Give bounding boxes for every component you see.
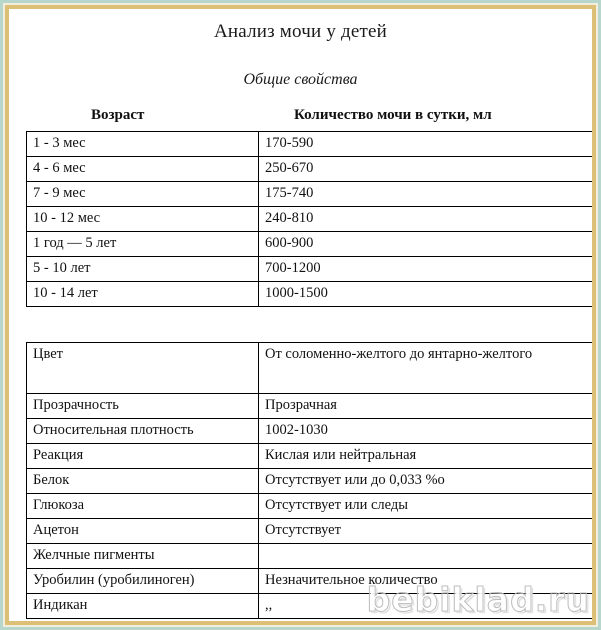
cell-property: Относительная плотность bbox=[27, 419, 259, 444]
cell-property: Ацетон bbox=[27, 519, 259, 544]
cell-value: От соломенно-желтого до янтарно-желтого bbox=[259, 343, 593, 394]
column-header-age: Возраст bbox=[91, 107, 145, 123]
volumes-table-body bbox=[27, 132, 593, 307]
table-row bbox=[27, 282, 593, 307]
volumes-table-column-headers bbox=[16, 107, 591, 129]
cell-volume: 240-810 bbox=[259, 207, 593, 232]
cell-age: 10 - 12 мес bbox=[27, 207, 259, 232]
cell-volume: 250-670 bbox=[259, 157, 593, 182]
cell-property: Глюкоза bbox=[27, 494, 259, 519]
table-row bbox=[27, 257, 593, 282]
cell-property: Желчные пигменты bbox=[27, 544, 259, 569]
table-row bbox=[27, 157, 593, 182]
table-row bbox=[27, 394, 593, 419]
properties-table-body bbox=[27, 343, 593, 619]
table-row bbox=[27, 232, 593, 257]
cell-property: Индикан bbox=[27, 594, 259, 619]
cell-property: Цвет bbox=[27, 343, 259, 394]
urine-general-properties-table bbox=[26, 342, 592, 619]
table-row bbox=[27, 544, 593, 569]
cell-volume: 175-740 bbox=[259, 182, 593, 207]
cell-age: 4 - 6 мес bbox=[27, 157, 259, 182]
cell-age: 7 - 9 мес bbox=[27, 182, 259, 207]
section-subtitle: Общие свойства bbox=[243, 71, 358, 88]
cell-age: 1 год — 5 лет bbox=[27, 232, 259, 257]
cell-value: 1002-1030 bbox=[259, 419, 593, 444]
table-row bbox=[27, 444, 593, 469]
table-row bbox=[27, 494, 593, 519]
cell-value: Кислая или нейтральная bbox=[259, 444, 593, 469]
cell-age: 5 - 10 лет bbox=[27, 257, 259, 282]
cell-value: Прозрачная bbox=[259, 394, 593, 419]
cell-value bbox=[259, 544, 593, 569]
cell-volume: 170-590 bbox=[259, 132, 593, 157]
decorative-frame-gold bbox=[5, 5, 596, 625]
table-row bbox=[27, 569, 593, 594]
cell-age: 1 - 3 мес bbox=[27, 132, 259, 157]
cell-value: Отсутствует или следы bbox=[259, 494, 593, 519]
cell-volume: 700-1200 bbox=[259, 257, 593, 282]
cell-property: Прозрачность bbox=[27, 394, 259, 419]
column-header-volume: Количество мочи в сутки, мл bbox=[294, 107, 492, 123]
cell-value: Отсутствует bbox=[259, 519, 593, 544]
table-row bbox=[27, 132, 593, 157]
document-page bbox=[9, 9, 592, 621]
decorative-frame-cream bbox=[3, 3, 598, 627]
cell-value: ,, bbox=[259, 594, 593, 619]
cell-property: Уробилин (уробилиноген) bbox=[27, 569, 259, 594]
table-row bbox=[27, 594, 593, 619]
cell-volume: 600-900 bbox=[259, 232, 593, 257]
table-row bbox=[27, 182, 593, 207]
table-row bbox=[27, 207, 593, 232]
cell-value: Незначительное количество bbox=[259, 569, 593, 594]
cell-volume: 1000-1500 bbox=[259, 282, 593, 307]
cell-value: Отсутствует или до 0,033 %о bbox=[259, 469, 593, 494]
table-row bbox=[27, 343, 593, 394]
cell-property: Реакция bbox=[27, 444, 259, 469]
table-row bbox=[27, 419, 593, 444]
page-title: Анализ мочи у детей bbox=[214, 21, 387, 42]
table-row bbox=[27, 469, 593, 494]
table-row bbox=[27, 519, 593, 544]
urine-volume-by-age-table bbox=[26, 131, 592, 307]
cell-age: 10 - 14 лет bbox=[27, 282, 259, 307]
cell-property: Белок bbox=[27, 469, 259, 494]
